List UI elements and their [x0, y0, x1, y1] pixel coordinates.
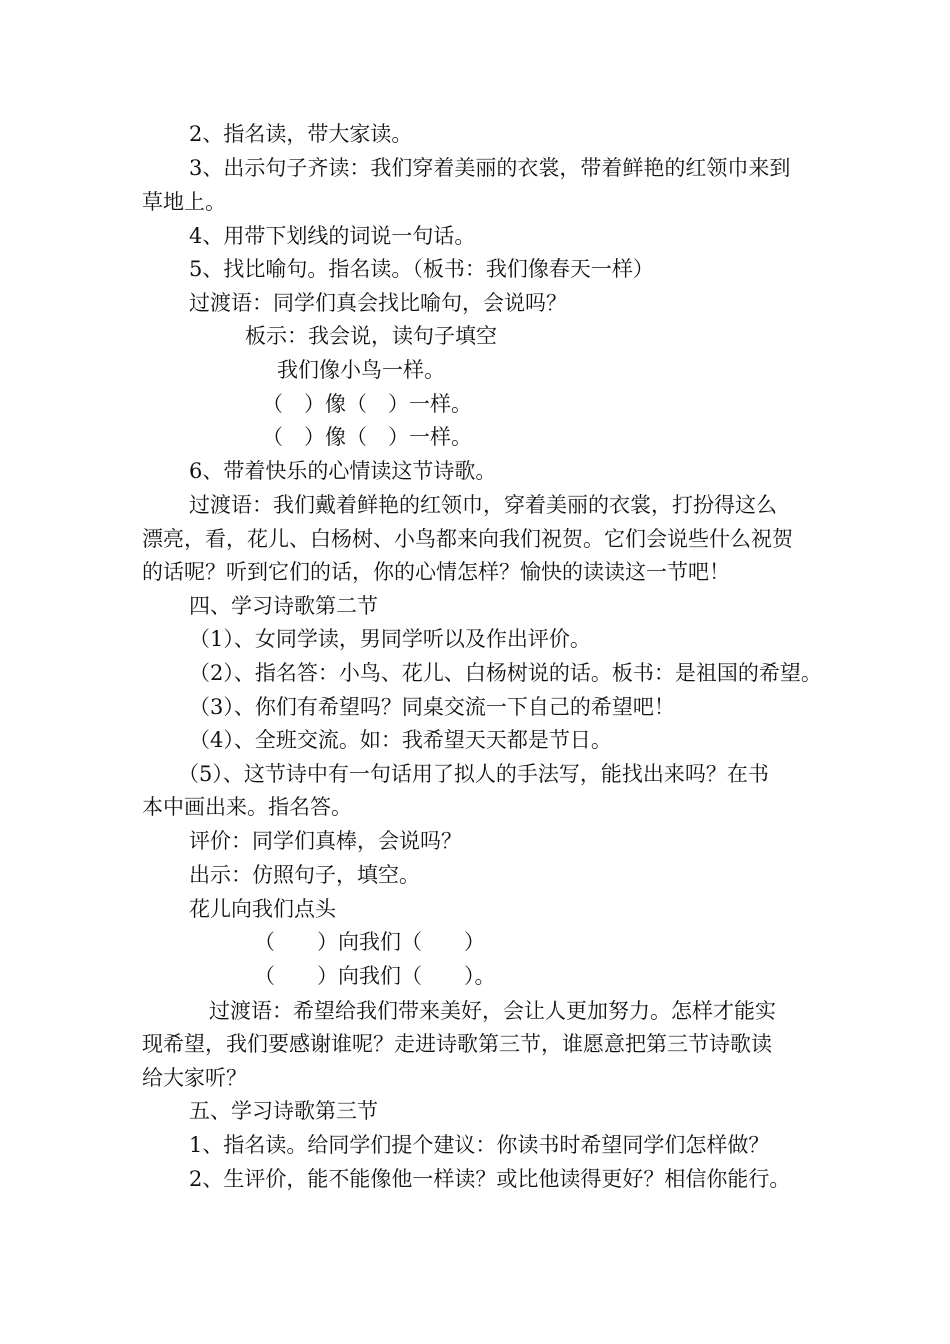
text-line: （1）、女同学读，男同学听以及作出评价。 — [189, 627, 591, 651]
fill-blank-line: （ ）像（ ）一样。 — [262, 425, 472, 449]
text-line: （2）、指名答：小鸟、花儿、白杨树说的话。板书：是祖国的希望。 — [189, 661, 822, 685]
text-line: 本中画出来。指名答。 — [142, 795, 352, 819]
text-line: 过渡语：我们戴着鲜艳的红领巾，穿着美丽的衣裳，打扮得这么 — [189, 493, 777, 517]
text-line: 的话呢？听到它们的话，你的心情怎样？愉快的读读这一节吧！ — [142, 560, 730, 584]
text-line: 评价：同学们真棒，会说吗？ — [189, 829, 462, 853]
text-line: 2、生评价，能不能像他一样读？或比他读得更好？相信你能行。 — [189, 1167, 791, 1191]
text-line: 3、出示句子齐读：我们穿着美丽的衣裳，带着鲜艳的红领巾来到 — [189, 156, 791, 180]
text-line: 给大家听？ — [142, 1066, 247, 1090]
text-line: 过渡语：同学们真会找比喻句，会说吗？ — [189, 291, 567, 315]
fill-blank-line: （ ）向我们（ ） — [254, 930, 485, 954]
text-line: 2、指名读，带大家读。 — [189, 122, 413, 146]
text-line: 现希望，我们要感谢谁呢？走进诗歌第三节，谁愿意把第三节诗歌读 — [142, 1032, 772, 1056]
text-line: 1、指名读。给同学们提个建议：你读书时希望同学们怎样做？ — [189, 1133, 770, 1157]
text-line: 6、带着快乐的心情读这节诗歌。 — [189, 459, 497, 483]
text-line: 过渡语：希望给我们带来美好，会让人更加努力。怎样才能实 — [209, 999, 776, 1023]
text-line: 出示：仿照句子，填空。 — [189, 863, 420, 887]
text-line: 5、找比喻句。指名读。（板书：我们像春天一样） — [189, 257, 654, 281]
text-line: 板示：我会说，读句子填空 — [245, 324, 497, 348]
text-line: 花儿向我们点头 — [189, 897, 336, 921]
text-line: （4）、全班交流。如：我希望天天都是节日。 — [189, 728, 612, 752]
text-line: 草地上。 — [142, 190, 226, 214]
text-line: 漂亮，看，花儿、白杨树、小鸟都来向我们祝贺。它们会说些什么祝贺 — [142, 527, 793, 551]
text-line: 4、用带下划线的词说一句话。 — [189, 224, 476, 248]
text-line: （5）、这节诗中有一句话用了拟人的手法写，能找出来吗？在书 — [178, 762, 769, 786]
text-line: （3）、你们有希望吗？同桌交流一下自己的希望吧！ — [189, 695, 675, 719]
fill-blank-line: （ ）向我们（ ）。 — [254, 964, 496, 988]
fill-blank-line: （ ）像（ ）一样。 — [262, 392, 472, 416]
text-line: 我们像小鸟一样。 — [277, 358, 445, 382]
section-heading: 四、学习诗歌第二节 — [189, 594, 378, 618]
section-heading: 五、学习诗歌第三节 — [189, 1099, 378, 1123]
